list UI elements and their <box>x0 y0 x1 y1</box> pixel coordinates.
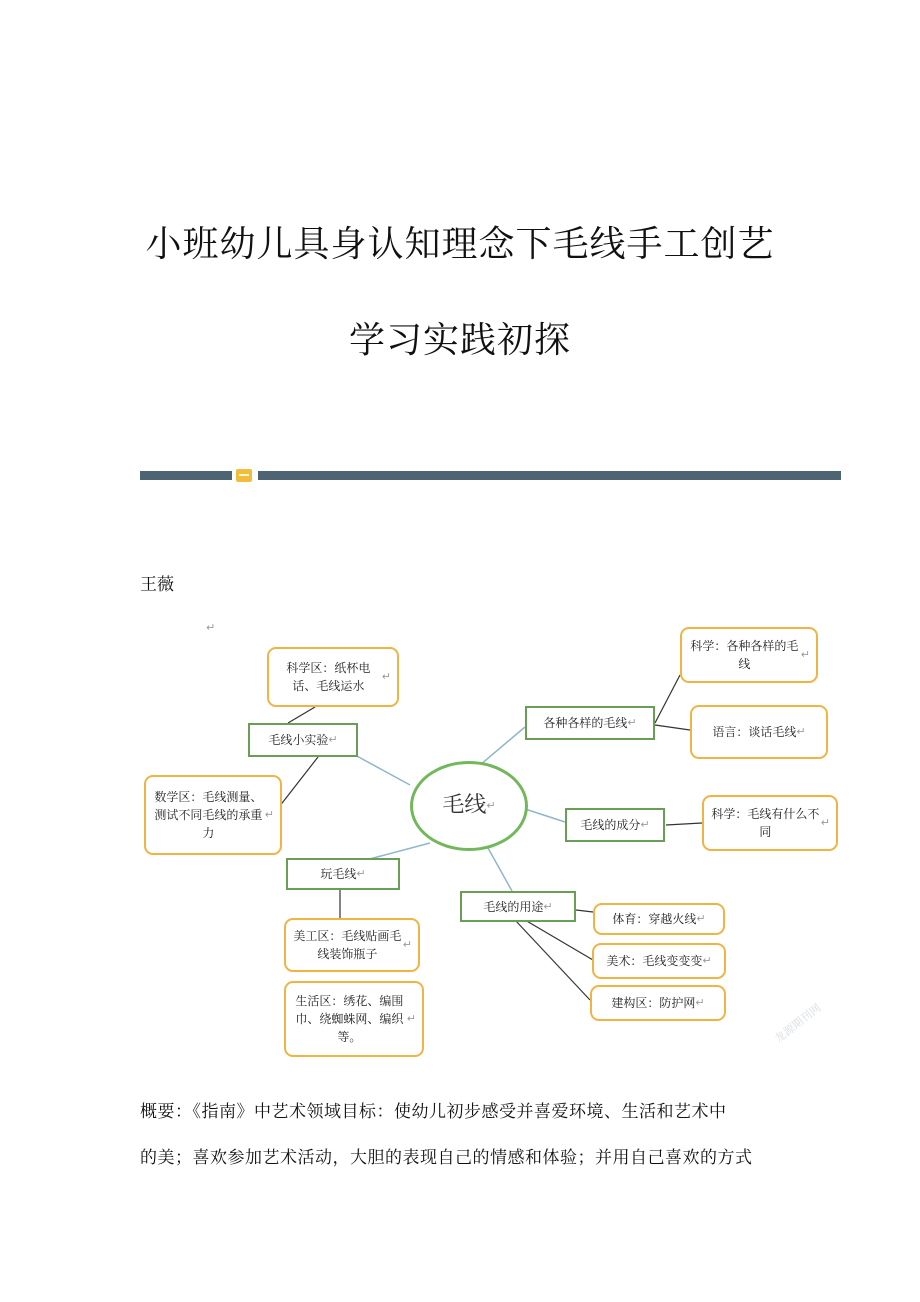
link-uses-art <box>525 920 593 960</box>
center-node: 毛线 ↵ <box>410 761 528 851</box>
author-name: 王薇 <box>140 575 174 595</box>
title-divider-left <box>140 471 232 480</box>
link-center-composition <box>522 808 565 822</box>
document-title-line-2: 学习实践初探 <box>348 320 571 361</box>
link-uses-sports <box>576 910 593 912</box>
link-experiment-science <box>288 707 315 723</box>
leaf-language: 语言：谈话毛线 ↵ <box>690 705 828 759</box>
link-variety-language <box>655 725 690 730</box>
center-label: 毛线 <box>442 793 487 818</box>
leaf-construction: 建构区：防护网 ↵ <box>590 985 726 1021</box>
title-divider-right <box>258 471 841 480</box>
link-variety-science <box>655 675 680 723</box>
leaf-science-difference: 科学：毛线有什么不同 ↵ <box>702 795 838 851</box>
leaf-art-area: 美工区：毛线贴画毛线装饰瓶子 ↵ <box>284 918 420 972</box>
link-composition-science <box>666 823 702 825</box>
summary-line-1: 概要：《指南》中艺术领域目标：使幼儿初步感受并喜爱环境、生活和艺术中 <box>140 1102 727 1122</box>
link-center-uses <box>488 848 512 891</box>
branch-play: 玩毛线 ↵ <box>286 858 400 890</box>
summary-line-2: 的美；喜欢参加艺术活动，大胆的表现自己的情感和体验；并用自己喜欢的方式 <box>140 1148 753 1168</box>
leaf-science-variety: 科学：各种各样的毛线 ↵ <box>680 627 818 683</box>
link-uses-construction <box>515 920 590 1000</box>
watermark-text: 龙源期刊网 <box>772 1001 824 1046</box>
mind-map-figure <box>140 615 840 1065</box>
branch-composition: 毛线的成分 ↵ <box>565 808 665 842</box>
leaf-sports: 体育：穿越火线 ↵ <box>593 903 725 935</box>
branch-variety: 各种各样的毛线 ↵ <box>525 706 655 740</box>
leaf-art-change: 美术：毛线变变变 ↵ <box>592 943 726 979</box>
branch-uses: 毛线的用途 ↵ <box>460 891 576 922</box>
paragraph-return-mark: ↵ <box>206 621 216 634</box>
document-title-line-1: 小班幼儿具身认知理念下毛线手工创艺 <box>145 224 775 265</box>
leaf-science-area: 科学区：纸杯电话、毛线运水 ↵ <box>267 647 399 707</box>
link-center-variety <box>480 727 525 765</box>
leaf-math-area: 数学区：毛线测量、测试不同毛线的承重力 ↵ <box>144 775 282 855</box>
leaf-life-area: 生活区：绣花、编围巾、绕蜘蛛网、编织等。 ↵ <box>284 981 424 1057</box>
divider-ornament-icon <box>236 469 252 482</box>
branch-experiment: 毛线小实验 ↵ <box>248 723 358 757</box>
link-center-experiment <box>355 755 410 785</box>
